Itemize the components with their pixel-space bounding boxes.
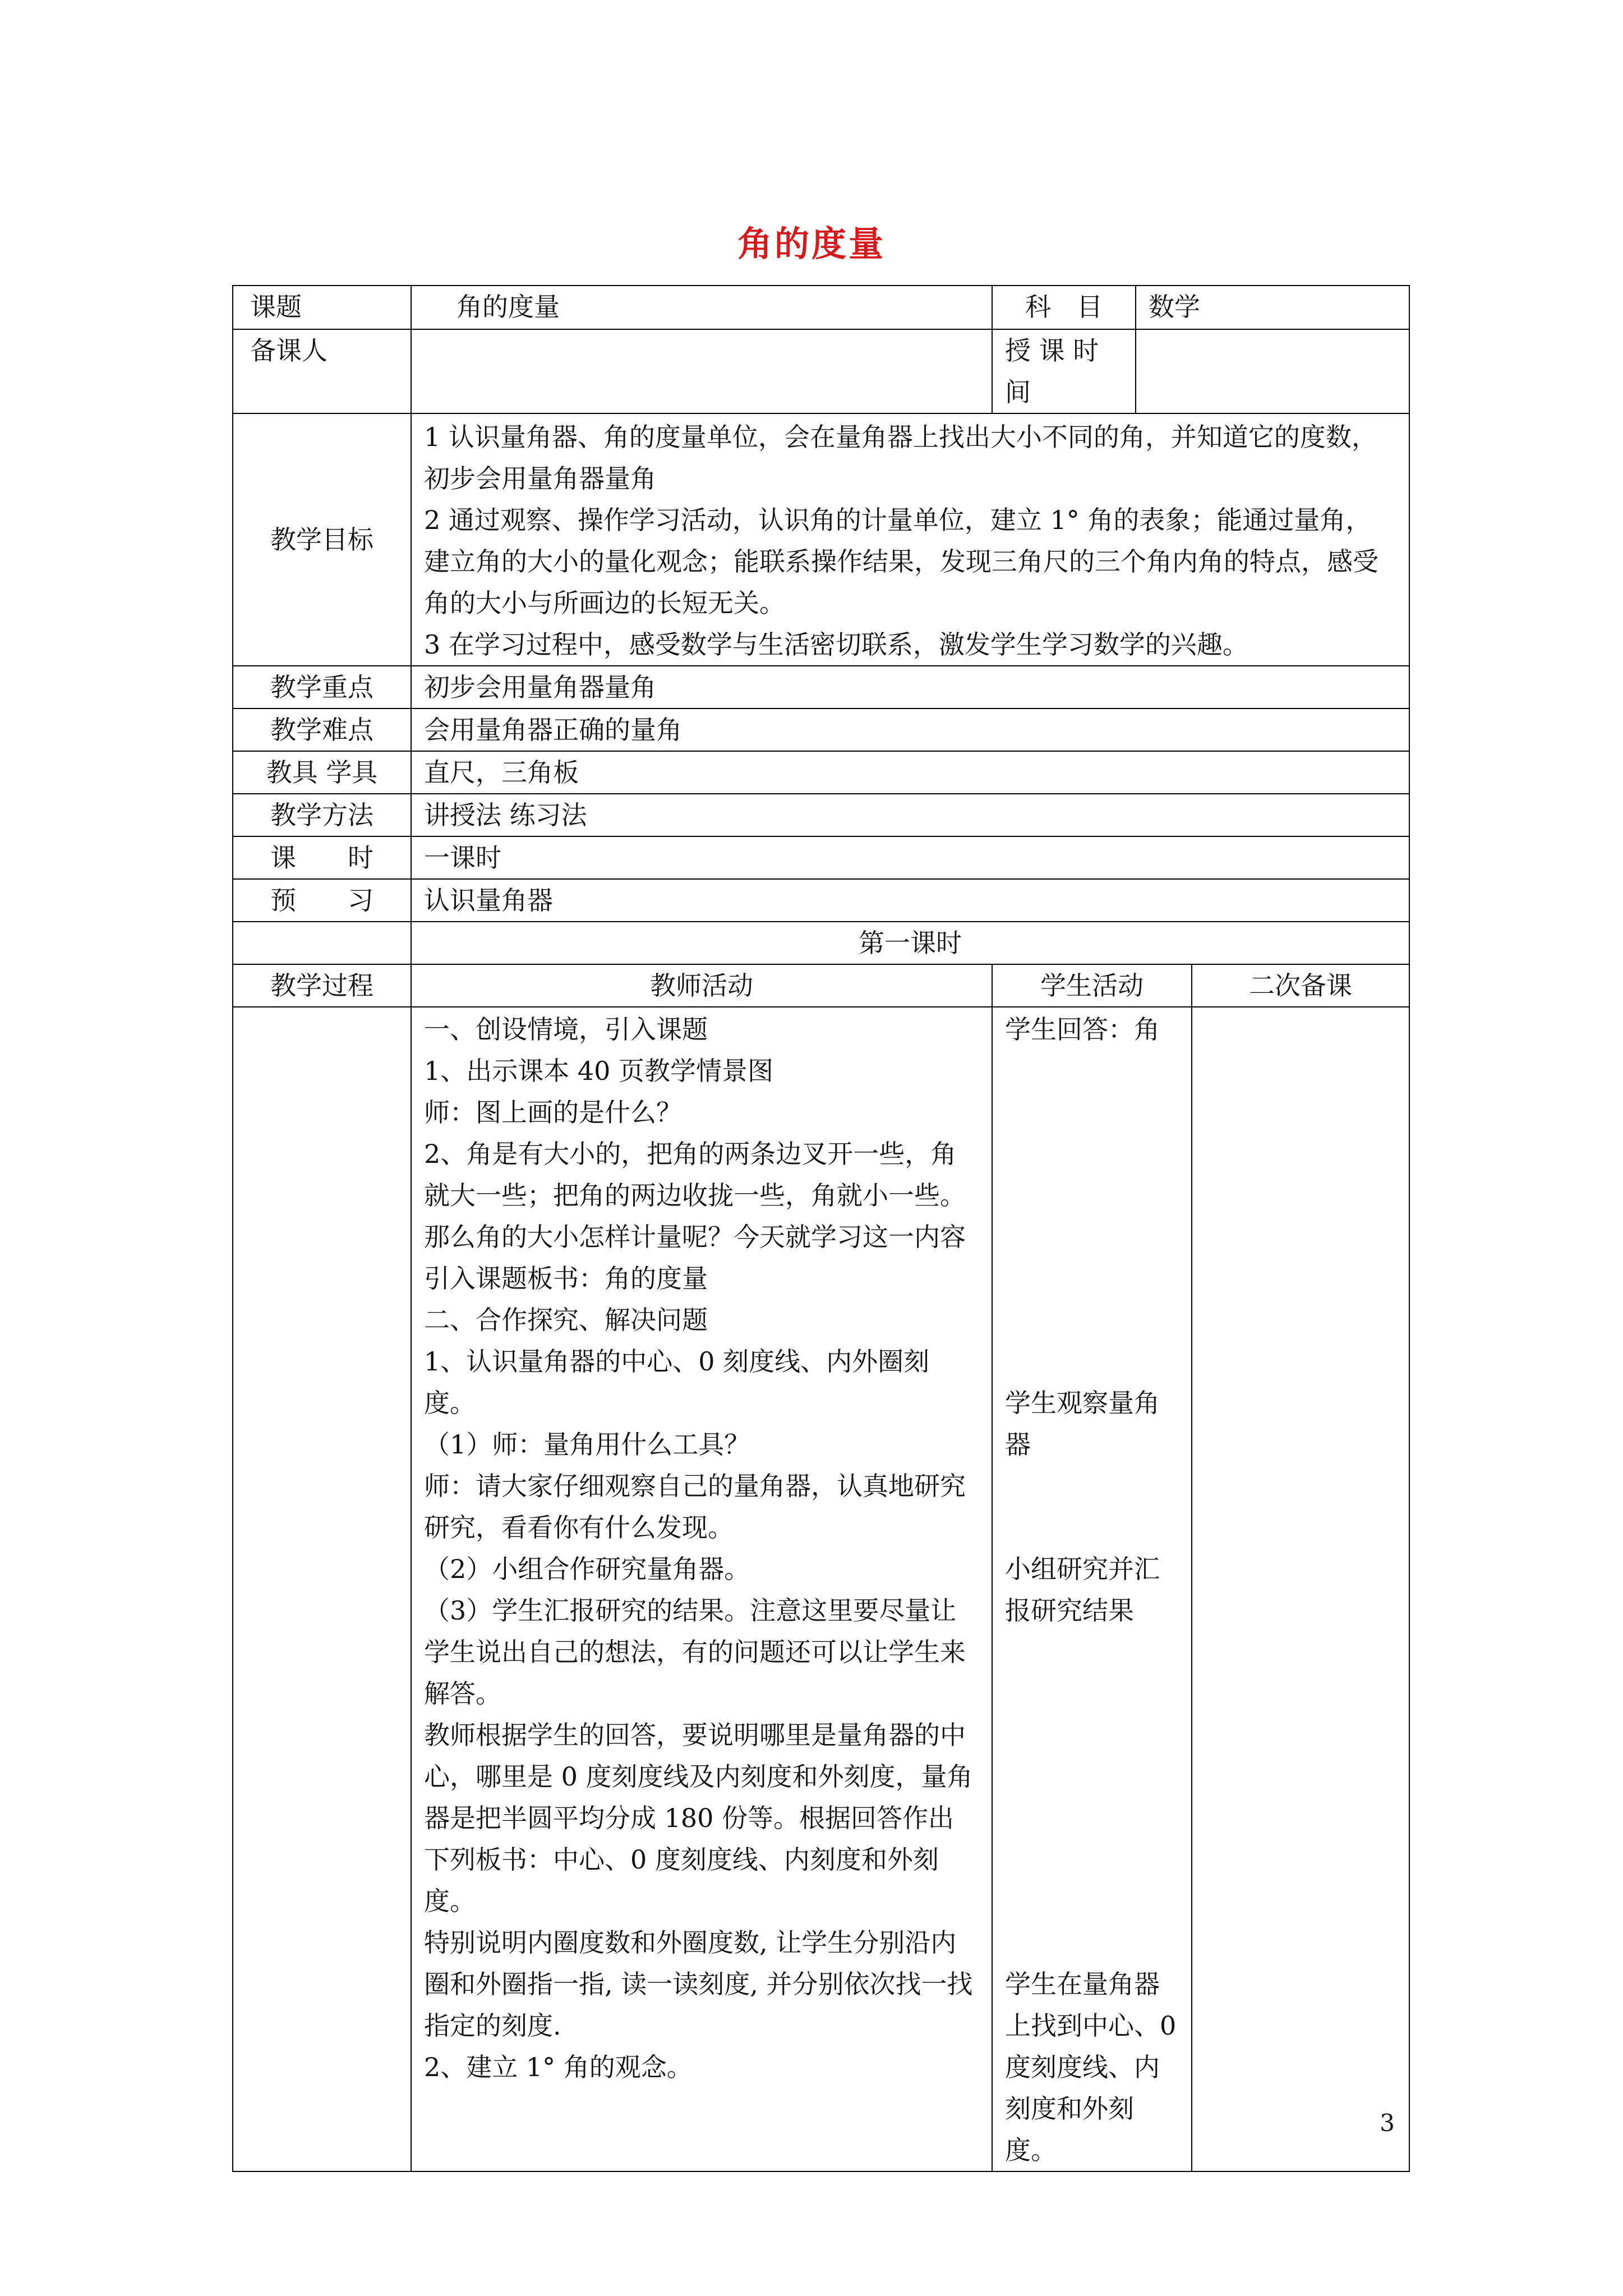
periods-value: 一课时 [411, 836, 1409, 879]
row-tools [233, 751, 1409, 794]
teacher-line: 二、合作探究、解决问题 [424, 1305, 708, 1335]
key-points-label: 教学重点 [233, 666, 411, 708]
time-value [1136, 329, 1409, 413]
student-col-header: 学生活动 [992, 964, 1192, 1007]
teacher-line: 教师根据学生的回答，要说明哪里是量角器的中心，哪里是 0 度刻度线及内刻度和外刻度，量角器是把半圆平均分成 180 份等。根据回答作出下列板书：中心、0 度刻度线、内刻度和外刻度。 [424, 1720, 973, 1916]
teacher-line: 1、认识量角器的中心、0 刻度线、内外圈刻度。 [424, 1346, 930, 1418]
teacher-line: 引入课题板书：角的度量 [424, 1263, 708, 1294]
goal-item: 2 通过观察、操作学习活动，认识角的计量单位，建立 1° 角的表象；能通过量角，建立角的大小的量化观念；能联系操作结果，发现三角尺的三个角内角的特点，感受角的大小与所画边的长短无关。 [424, 505, 1378, 618]
row-process-body [233, 1007, 1409, 2171]
preparer-label: 备课人 [233, 329, 411, 413]
section-title: 第一课时 [411, 922, 1409, 964]
teacher-line: 2、建立 1° 角的观念。 [424, 2052, 693, 2082]
preparer-value [411, 329, 992, 413]
notes-col-header: 二次备课 [1192, 964, 1409, 1007]
preview-label: 预 习 [233, 879, 411, 922]
subject-value: 角的度量 [411, 286, 992, 329]
goals-label: 教学目标 [233, 413, 411, 666]
teacher-line: 师：请大家仔细观察自己的量角器，认真地研究研究，看看你有什么发现。 [424, 1471, 966, 1543]
process-label: 教学过程 [233, 964, 411, 1007]
difficulties-label: 教学难点 [233, 708, 411, 751]
row-periods [233, 836, 1409, 879]
course-value: 数学 [1136, 286, 1409, 329]
teacher-col-header: 教师活动 [411, 964, 992, 1007]
methods-label: 教学方法 [233, 794, 411, 836]
row-goals [233, 413, 1409, 666]
student-activities [992, 1007, 1192, 2171]
teacher-line: 特别说明内圈度数和外圈度数, 让学生分别沿内圈和外圈指一指, 读一读刻度, 并分别依次找一找指定的刻度. [424, 1927, 973, 2041]
page-title: 角的度量 [737, 223, 886, 264]
teacher-line: （2）小组合作研究量角器。 [424, 1554, 750, 1584]
course-label: 科 目 [992, 286, 1136, 329]
page-number: 3 [1380, 2109, 1395, 2137]
student-line: 小组研究并汇报研究结果 [1005, 1554, 1160, 1626]
key-points-value: 初步会用量角器量角 [411, 666, 1409, 708]
row-preparer [233, 329, 1409, 413]
row-key-points [233, 666, 1409, 708]
teacher-line: （3）学生汇报研究的结果。注意这里要尽量让学生说出自己的想法，有的问题还可以让学生来解答。 [424, 1595, 966, 1709]
row-process-header [233, 964, 1409, 1007]
row-methods [233, 794, 1409, 836]
tools-label: 教具 学具 [233, 751, 411, 794]
preview-value: 认识量角器 [411, 879, 1409, 922]
periods-label: 课 时 [233, 836, 411, 879]
teacher-activities [411, 1007, 992, 2171]
goal-item: 1 认识量角器、角的度量单位，会在量角器上找出大小不同的角，并知道它的度数，初步会用量角器量角 [424, 422, 1377, 494]
methods-value: 讲授法 练习法 [411, 794, 1409, 836]
teacher-line: 一、创设情境，引入课题 [424, 1014, 708, 1045]
tools-value: 直尺，三角板 [411, 751, 1409, 794]
row-difficulties [233, 708, 1409, 751]
teacher-line: （1）师：量角用什么工具？ [424, 1429, 750, 1460]
goal-item: 3 在学习过程中，感受数学与生活密切联系，激发学生学习数学的兴趣。 [424, 629, 1248, 660]
row-section [233, 922, 1409, 964]
student-line: 学生观察量角器 [1005, 1388, 1160, 1460]
teacher-line: 师：图上画的是什么？ [424, 1097, 682, 1128]
row-preview [233, 879, 1409, 922]
lesson-plan-table [232, 285, 1410, 2172]
section-empty-cell [233, 922, 411, 964]
subject-label: 课题 [233, 286, 411, 329]
row-subject [233, 286, 1409, 329]
student-line: 学生在量角器上找到中心、0 度刻度线、内刻度和外刻度。 [1005, 1969, 1177, 2165]
teacher-line: 1、出示课本 40 页教学情景图 [424, 1056, 774, 1086]
teacher-line: 2、角是有大小的，把角的两条边叉开一些，角就大一些；把角的两边收拢一些，角就小一些。那么角的大小怎样计量呢？今天就学习这一内容 [424, 1139, 966, 1252]
student-line: 学生回答：角 [1005, 1014, 1160, 1045]
goals-content [411, 413, 1409, 666]
notes-cell [1192, 1007, 1409, 2171]
process-empty-cell [233, 1007, 411, 2171]
difficulties-value: 会用量角器正确的量角 [411, 708, 1409, 751]
time-label: 授 课 时 间 [992, 329, 1136, 413]
